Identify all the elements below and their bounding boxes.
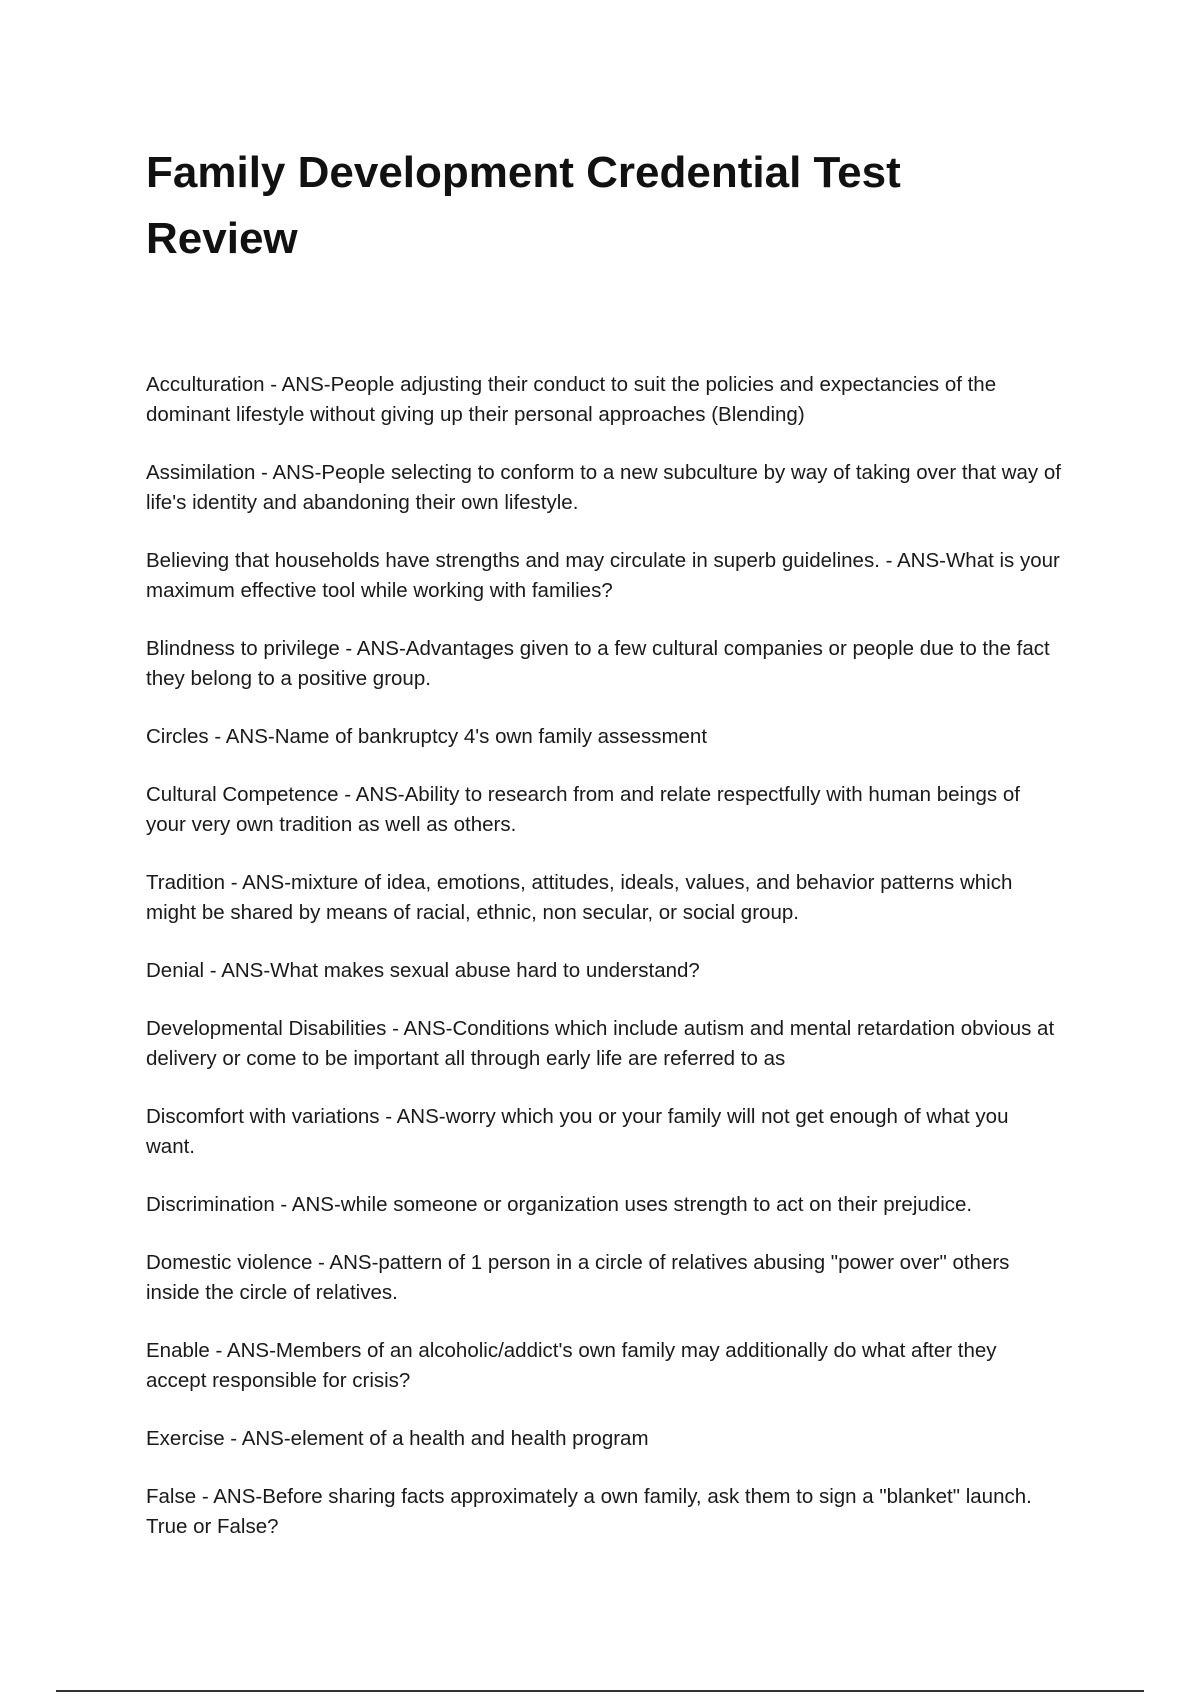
- entry-cultural-competence: Cultural Competence - ANS-Ability to research from and relate respectfully with human beings of your very own tradition as well as others.: [146, 783, 1020, 836]
- entry-exercise: Exercise - ANS-element of a health and health program: [146, 1427, 649, 1450]
- entry-discomfort-with-variations: Discomfort with variations - ANS-worry which you or your family will not get enough of what you want.: [146, 1105, 1009, 1158]
- entry-false: False - ANS-Before sharing facts approximately a own family, ask them to sign a "blanket" launch. True or False?: [146, 1485, 1032, 1538]
- footer-divider: [56, 1690, 1144, 1692]
- entry-discrimination: Discrimination - ANS-while someone or organization uses strength to act on their prejudice.: [146, 1193, 973, 1216]
- entry-acculturation: Acculturation - ANS-People adjusting their conduct to suit the policies and expectancies of the dominant lifestyle without giving up their personal approaches (Blending): [146, 373, 997, 426]
- entry-list: [146, 370, 1061, 1570]
- entry-tradition: Tradition - ANS-mixture of idea, emotions, attitudes, ideals, values, and behavior patterns which might be shared by means of racial, ethnic, non secular, or social group.: [146, 871, 1013, 924]
- entry-believing-strengths: Believing that households have strengths and may circulate in superb guidelines. - ANS-What is your maximum effective tool while working with families?: [146, 549, 1060, 602]
- entry-circles: Circles - ANS-Name of bankruptcy 4's own family assessment: [146, 725, 708, 748]
- entry-denial: Denial - ANS-What makes sexual abuse hard to understand?: [146, 959, 700, 982]
- entry-assimilation: Assimilation - ANS-People selecting to conform to a new subculture by way of taking over that way of life's identity and abandoning their own lifestyle.: [146, 461, 1061, 514]
- entry-enable: Enable - ANS-Members of an alcoholic/addict's own family may additionally do what after they accept responsible for crisis?: [146, 1339, 997, 1392]
- entry-blindness-to-privilege: Blindness to privilege - ANS-Advantages given to a few cultural companies or people due to the fact they belong to a positive group.: [146, 637, 1050, 690]
- page-title: Family Development Credential Test Review: [146, 148, 901, 263]
- entry-domestic-violence: Domestic violence - ANS-pattern of 1 person in a circle of relatives abusing "power over" others inside the circle of relatives.: [146, 1251, 1010, 1304]
- entry-developmental-disabilities: Developmental Disabilities - ANS-Conditions which include autism and mental retardation obvious at delivery or come to be important all through early life are referred to as: [146, 1017, 1055, 1070]
